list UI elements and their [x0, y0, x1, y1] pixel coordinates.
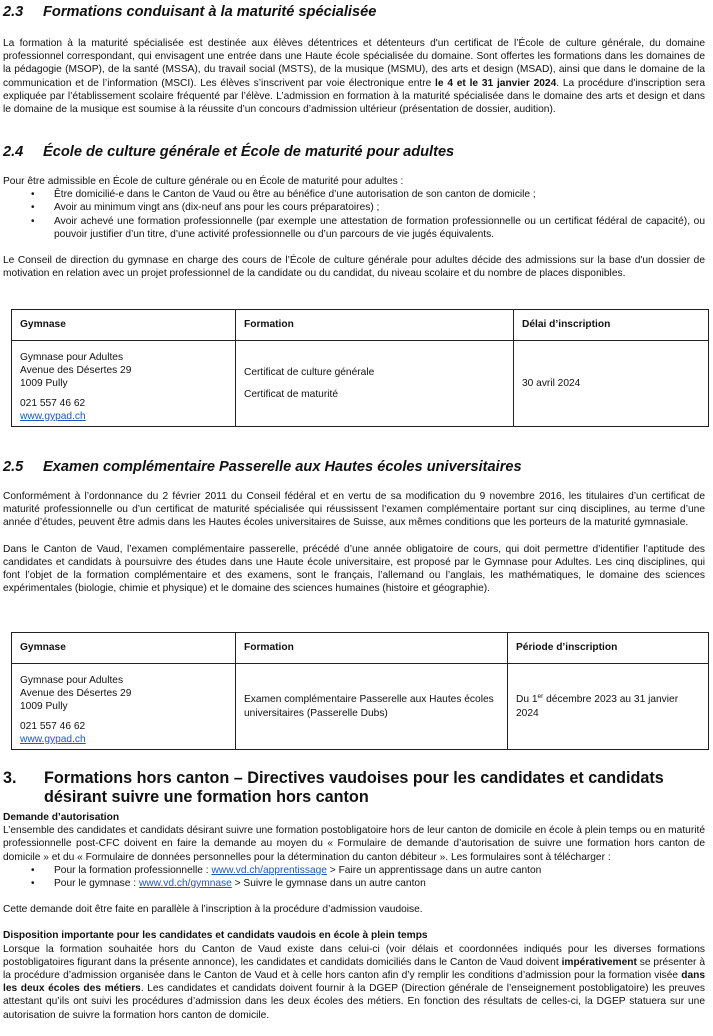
- period-cell: [508, 664, 709, 750]
- section-title: Examen complémentaire Passerelle aux Hautes écoles universitaires: [43, 459, 522, 475]
- bold-text: dans les deux écoles des métiers: [3, 970, 705, 995]
- column-header: Période d’inscription: [508, 633, 709, 664]
- table-header-row: [12, 633, 709, 664]
- section-paragraph: L’ensemble des candidates et candidats désirant suivre une formation postobligatoire hors de leur canton de domicile en école à plein temps ou en maturité professionnelle post-CFC doivent en faire la demande au moyen du « Formulaire de demande d’autorisation de suivre une formation hors canton de domicile » et du « Formulaire de données personnelles pour la détermination du canton débiteur ». Les formulaires sont à télécharger :: [3, 825, 705, 863]
- gymnase-cell: [12, 664, 236, 750]
- passerelle-table: [11, 632, 709, 750]
- section-heading: [3, 458, 705, 476]
- list-item: • Avoir achevé une formation professionnelle (par exemple une attestation de formation professionnelle ou un certificat fédéral de capacité), ou pouvoir justifier d’un titre, d’une activité professionnelle ou d’un parcours de vie jugés équivalents.: [3, 215, 705, 241]
- text-run: Pour la formation professionnelle :: [54, 864, 212, 876]
- formation-item: Certificat de maturité: [244, 389, 338, 400]
- formation-cell: [236, 341, 514, 427]
- section-paragraph: Conformément à l’ordonnance du 2 février 2011 du Conseil fédéral et en vertu de sa modification du 9 novembre 2016, les titulaires d’un certificat de maturité professionnelle ou d’un certificat de maturité spécialisée qui réussissent l’examen complémentaire portant sur cinq disciplines, au terme d’une année d’études, peuvent être admis dans les Hautes écoles universitaires de Suisse, aux mêmes conditions que les porteurs de la maturité gymnasiale.: [3, 491, 705, 529]
- section-title: École de culture générale et École de maturité pour adultes: [43, 144, 455, 160]
- chapter-title: Formations hors canton – Directives vaudoises pour les candidates et candidats désirant suivre une formation hors canton: [44, 769, 664, 806]
- section-heading: [3, 3, 705, 21]
- gymnase-city: 1009 Pully: [20, 378, 68, 390]
- superscript: er: [537, 693, 544, 701]
- chapter-heading: [3, 769, 705, 807]
- text-run: Pour le gymnase :: [54, 878, 139, 890]
- section-paragraph: Cette demande doit être faite en parallèle à l’inscription à la procédure d’admission vaudoise.: [3, 904, 423, 916]
- text-run: > Suivre le gymnase dans un autre canton: [231, 878, 426, 890]
- section-number: 2.5: [3, 459, 24, 475]
- text-run: . Les candidates et candidats doivent fournir à la DGEP (Direction générale de l’enseignement postobligatoire) les preuves attestant qu’ils ont suivi les procédures d’admission dans les deux écoles des métiers. En fonction des résultats de celles-ci, la DGEP statuera sur une autorisation de suivre la formation hors canton de domicile.: [3, 983, 705, 1021]
- text-run: > Faire un apprentissage dans un autre canton: [326, 864, 542, 876]
- section-paragraph: Dans le Canton de Vaud, l’examen complémentaire passerelle, précédé d’une année obligatoire de cours, qui doit permettre d’identifier l’aptitude des candidates et candidats à poursuivre des études dans une Haute école universitaire, est proposé par le Gymnase pour Adultes. Les cinq disciplines, qui font l’objet de la formation complémentaire et des examens, sont le français, l’allemand ou l’anglais, les mathématiques, le domaine des sciences expérimentales (biologie, chimie et physique) et le domaine des sciences humaines (histoire et géographie).: [3, 543, 705, 595]
- section-2-3: [3, 3, 705, 116]
- text-run: Du 1: [516, 694, 538, 706]
- formation-cell: Examen complémentaire Passerelle aux Hautes écoles universitaires (Passerelle Dubs): [236, 664, 508, 750]
- column-header: Gymnase: [12, 633, 236, 664]
- text-run: Lorsque la formation souhaitée hors du Canton de Vaud existe dans celui-ci (voir délais et coordonnées indiqués pour les diverses formations postobligatoires figurant dans la présente annonce), les candidates et candidats domiciliés dans le Canton de Vaud doivent: [3, 943, 705, 968]
- gymnase-city: 1009 Pully: [20, 701, 68, 713]
- intro-text: Pour être admissible en École de culture générale ou en École de maturité pour adultes :: [3, 176, 404, 187]
- text-run: La formation à la maturité spécialisée est destinée aux élèves détentrices et détenteurs d'un certificat de l’École de culture générale, du domaine professionnel correspondant, qui envisagent une entrée dans une Haute école spécialisée du domaine. Sont offertes les formations dans les domaines de la pédagogie (MSOP), de la santé (MSSA), du travail social (MSTS), de la musique (MSMU), des arts et design (MSAD), ainsi que dans le domaine de la communication et de l’information (MSCI). Les élèves s’inscrivent par voie électronique entre: [3, 38, 705, 89]
- gymnase-name: Gymnase pour Adultes: [20, 675, 124, 686]
- deadline-cell: 30 avril 2024: [514, 341, 709, 427]
- gymnase-link[interactable]: www.vd.ch/gymnase: [138, 878, 232, 890]
- column-header: Délai d’inscription: [514, 310, 709, 341]
- table-header-row: [12, 310, 709, 341]
- eligibility-list: [3, 188, 705, 241]
- section-number: 2.3: [3, 4, 24, 20]
- gymnase-street: Avenue des Désertes 29: [20, 365, 132, 377]
- gymnase-cell: [12, 341, 236, 427]
- chapter-number: 3.: [3, 769, 17, 787]
- section-2-4: [3, 143, 705, 280]
- text-run: se présenter à la procédure d’admission organisée dans le Canton de Vaud et à celle hors canton afin d’y remplir les conditions d’admission pour la formation visée: [3, 956, 705, 982]
- text-run: décembre 2023 au 31 janvier 2024: [516, 694, 679, 719]
- apprentissage-link[interactable]: www.vd.ch/apprentissage: [211, 864, 327, 876]
- gymnase-name: Gymnase pour Adultes: [20, 352, 124, 363]
- gymnase-website-link[interactable]: www.gypad.ch: [20, 733, 86, 745]
- column-header: Formation: [236, 310, 514, 341]
- gymnase-phone: 021 557 46 62: [20, 720, 86, 732]
- bold-date-range: le 4 et le 31 janvier 2024: [435, 77, 557, 89]
- table-row: [12, 664, 709, 750]
- text-run: . La procédure d’inscription sera expliquée par l’établissement scolaire fréquenté par l’élève. L’admission en formation à la maturité spécialisée dans le domaine des arts et design et dans le domaine de la musique est soumise à la réussite d’un concours d’admission ultérieur (présentation de dossier, audition).: [3, 77, 705, 116]
- subheading: Demande d’autorisation: [3, 812, 120, 823]
- section-3: [3, 769, 705, 1022]
- table-row: [12, 341, 709, 427]
- section-paragraph: [3, 37, 705, 116]
- adult-school-table: [11, 309, 709, 427]
- list-item: • Avoir au minimum vingt ans (dix-neuf ans pour les cours préparatoires) ;: [3, 201, 705, 214]
- section-title: Formations conduisant à la maturité spécialisée: [43, 4, 377, 20]
- section-heading: [3, 143, 705, 161]
- column-header: Formation: [236, 633, 508, 664]
- section-paragraph: Le Conseil de direction du gymnase en charge des cours de l’École de culture générale pour adultes décide des admissions sur la base d'un dossier de motivation en relation avec un projet professionnel de la candidate ou du candidat, du niveau scolaire et du nombre de places disponibles.: [3, 255, 705, 280]
- formation-item: Certificat de culture générale: [244, 366, 375, 378]
- bold-text: impérativement: [561, 956, 637, 968]
- download-links-list: [3, 864, 705, 890]
- list-item: [3, 864, 705, 877]
- list-item: • Être domicilié-e dans le Canton de Vaud ou être au bénéfice d’une autorisation de son canton de domicile ;: [3, 188, 705, 201]
- section-number: 2.4: [3, 144, 24, 160]
- gymnase-website-link[interactable]: www.gypad.ch: [20, 410, 86, 422]
- list-item: [3, 877, 705, 890]
- gymnase-street: Avenue des Désertes 29: [20, 688, 132, 700]
- gymnase-phone: 021 557 46 62: [20, 397, 86, 409]
- section-paragraph: [3, 943, 705, 1022]
- section-2-5: [3, 458, 705, 595]
- column-header: Gymnase: [12, 310, 236, 341]
- subheading: Disposition importante pour les candidates et candidats vaudois en école à plein temps: [3, 930, 428, 942]
